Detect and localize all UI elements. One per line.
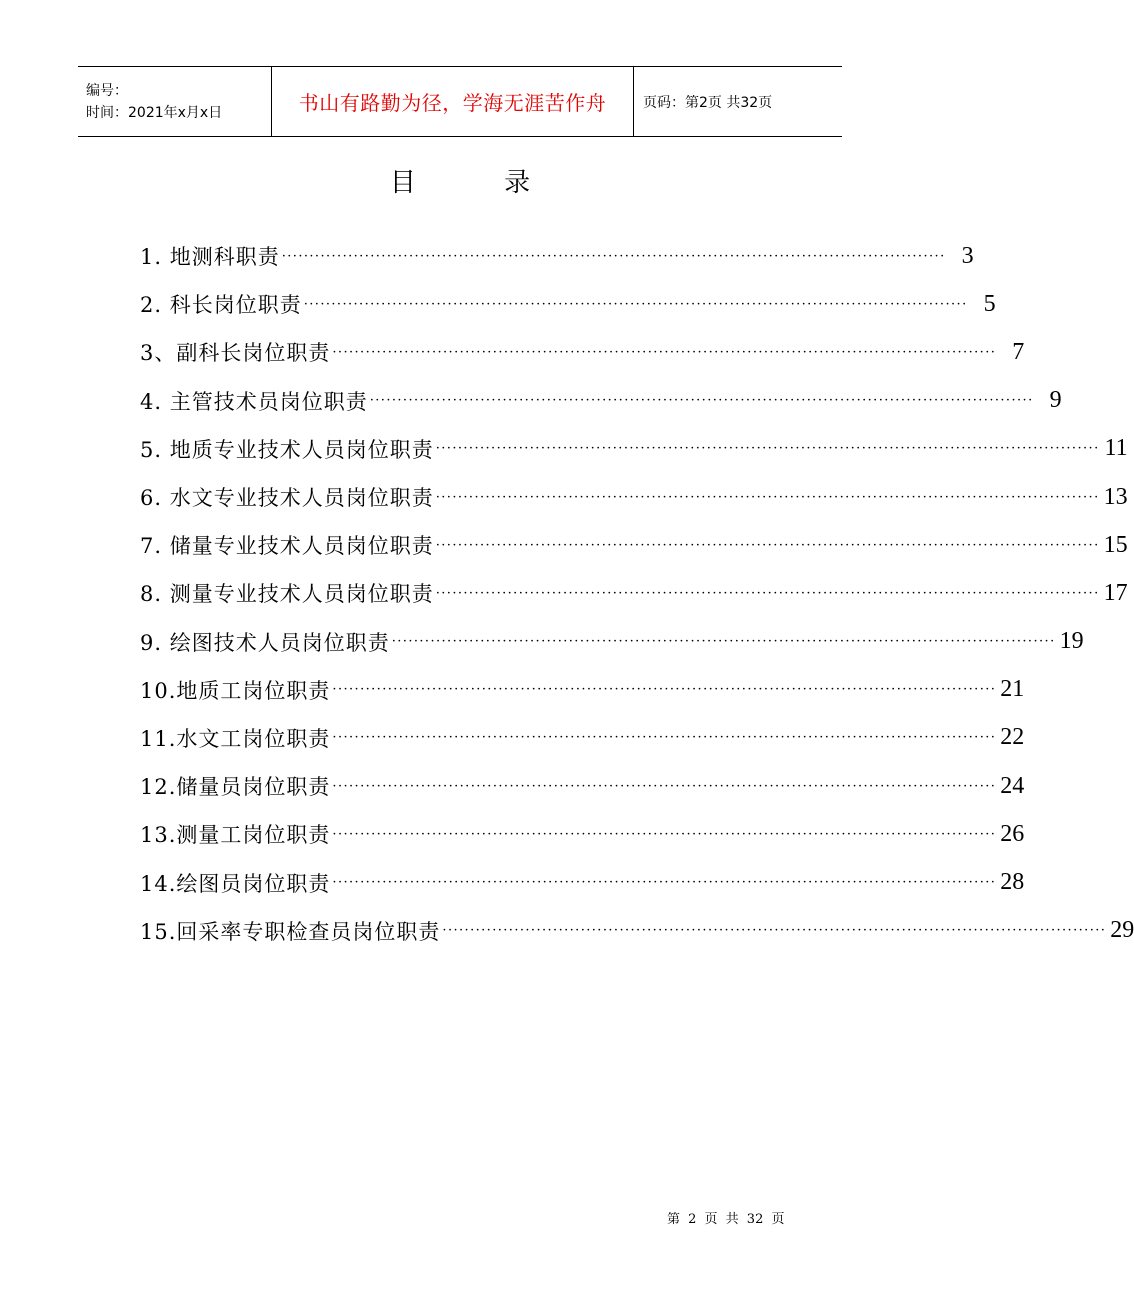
toc-entry-label: 4. 主管技术员岗位职责 <box>140 389 368 414</box>
toc-leader-dots: ························································································································ <box>303 296 968 312</box>
toc-entry-page: 11 <box>1104 435 1128 462</box>
toc-entry-page: 13 <box>1103 483 1128 510</box>
toc-entry-label: 5. 地质专业技术人员岗位职责 <box>140 437 434 462</box>
toc-entry-label: 10.地质工岗位职责 <box>140 678 331 703</box>
motto-text: 书山有路勤为径，学海无涯苦作舟 <box>298 91 607 115</box>
page-header <box>78 66 842 137</box>
time-label: 时间：2021年x月x日 <box>86 104 223 121</box>
page-info-text: 页码：第2页 共32页 <box>643 94 773 111</box>
toc-entry-label: 8. 测量专业技术人员岗位职责 <box>140 582 434 607</box>
toc-entry[interactable] <box>140 810 1025 858</box>
toc-entry[interactable] <box>140 232 974 280</box>
toc-entry[interactable] <box>140 328 1025 376</box>
toc-entry-page: 19 <box>1059 628 1084 655</box>
toc-entry-page: 17 <box>1103 579 1128 606</box>
toc-leader-dots: ························································································································ <box>332 682 997 698</box>
toc-entry-label: 9. 绘图技术人员岗位职责 <box>140 630 390 655</box>
toc-leader-dots: ························································································································ <box>369 393 1034 409</box>
toc-leader-dots: ························································································································ <box>435 489 1100 505</box>
serial-label: 编号： <box>86 82 128 99</box>
toc-entry[interactable] <box>140 521 1128 569</box>
toc-entry-label: 1. 地测科职责 <box>140 245 280 270</box>
toc-title: 目 录 <box>389 168 571 198</box>
toc-entry-label: 6. 水文专业技术人员岗位职责 <box>140 486 434 511</box>
toc-entry-page: 9 <box>1049 387 1062 414</box>
toc-entry-page: 22 <box>1000 724 1025 751</box>
toc-entry[interactable] <box>140 762 1025 810</box>
toc-leader-dots: ························································································································ <box>435 585 1100 601</box>
toc-leader-dots: ························································································································ <box>332 826 997 842</box>
toc-entry[interactable] <box>140 714 1025 762</box>
toc-entry[interactable] <box>140 569 1128 617</box>
toc-entry[interactable] <box>140 858 1025 906</box>
toc-entry-page: 3 <box>961 242 974 269</box>
toc-entry-page: 28 <box>1000 869 1025 896</box>
header-motto <box>272 67 634 136</box>
toc-entry[interactable] <box>140 425 1128 473</box>
toc-leader-dots: ························································································································ <box>391 634 1056 650</box>
toc-leader-dots: ························································································································ <box>435 441 1100 457</box>
toc-entry[interactable] <box>140 907 1134 955</box>
toc-leader-dots: ························································································································ <box>332 778 997 794</box>
toc-leader-dots: ························································································································ <box>332 875 997 891</box>
header-meta <box>78 67 272 136</box>
toc-leader-dots: ························································································································ <box>332 730 997 746</box>
toc-leader-dots: ························································································································ <box>281 248 946 264</box>
toc-entry-page: 26 <box>1000 820 1025 847</box>
toc-entry[interactable] <box>140 618 1084 666</box>
toc-list <box>140 232 1134 955</box>
toc-entry-label: 15.回采率专职检查员岗位职责 <box>140 919 441 944</box>
toc-entry-label: 3、副科长岗位职责 <box>140 341 331 366</box>
header-page-info <box>634 67 842 136</box>
page-footer: 第 2 页 共 32 页 <box>667 1212 785 1227</box>
toc-entry[interactable] <box>140 377 1062 425</box>
toc-entry-label: 7. 储量专业技术人员岗位职责 <box>140 534 434 559</box>
toc-entry-page: 24 <box>1000 772 1025 799</box>
toc-entry-page: 29 <box>1110 917 1134 944</box>
toc-entry[interactable] <box>140 666 1025 714</box>
toc-entry[interactable] <box>140 280 996 328</box>
toc-entry-page: 21 <box>1000 676 1025 703</box>
toc-entry-page: 7 <box>1012 338 1025 365</box>
toc-leader-dots: ························································································································ <box>442 923 1107 939</box>
toc-entry-page: 5 <box>983 290 996 317</box>
toc-entry-label: 2. 科长岗位职责 <box>140 293 302 318</box>
toc-entry[interactable] <box>140 473 1128 521</box>
toc-entry-label: 11.水文工岗位职责 <box>140 726 331 751</box>
toc-entry-label: 14.绘图员岗位职责 <box>140 871 331 896</box>
toc-entry-page: 15 <box>1103 531 1128 558</box>
toc-leader-dots: ························································································································ <box>332 344 997 360</box>
toc-entry-label: 13.测量工岗位职责 <box>140 823 331 848</box>
toc-leader-dots: ························································································································ <box>435 537 1100 553</box>
toc-entry-label: 12.储量员岗位职责 <box>140 775 331 800</box>
